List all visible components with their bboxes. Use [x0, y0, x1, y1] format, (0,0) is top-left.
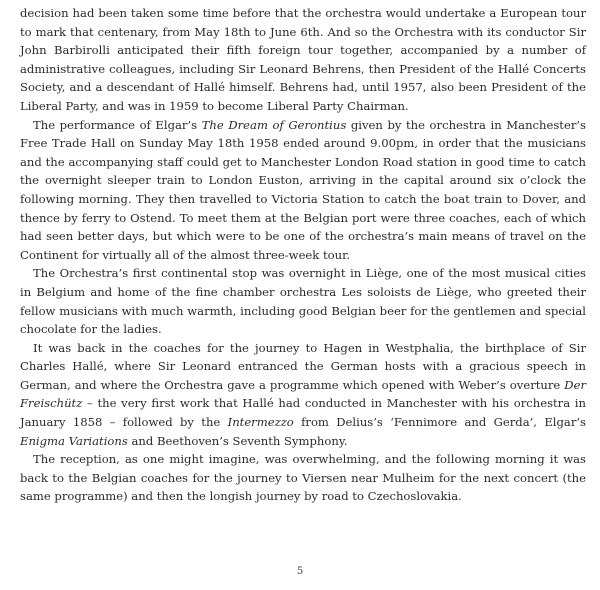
paragraph-text: given by the orchestra in Manchester’s Free Trade Hall on Sunday May 18th 1958 ended around 9.00pm, in order that the musicians and the accompanying staff could get to Manchester London Road station in good time to catch the overnight sleeper train to London Euston, arriving in the capital around six o’clock the following morning. They then travelled to Victoria Station to catch the boat train to Dover, and thence by ferry to Ostend. To meet them at the Belgian port were three coaches, each of which had seen better days, but which were to be one of the orchestra’s main means of travel on the Continent for virtually all of the almost three-week tour. — [20, 117, 587, 262]
paragraph-text: decision had been taken some time before that the orchestra would undertake a European tour to mark that centenary, from May 18th to June 6th. And so the Orchestra with its conductor Sir John Barbirolli anticipated their fifth foreign tour together, accompanied by a number of administrative colleagues, including Sir Leonard Behrens, then President of the Hallé Concerts Society, and a descendant of Hallé himself. Behrens had, until 1957, also been President of the Liberal Party, and was in 1959 to become Liberal Party Chairman. — [20, 6, 586, 113]
paragraph-text: from Delius’s ‘Fennimore and Gerda’, Elgar’s — [293, 415, 587, 430]
paragraph-text: and Beethoven’s Seventh Symphony. — [127, 433, 348, 448]
paragraph-text: It was back in the coaches for the journey to Hagen in Westphalia, the birthplace of Sir Charles Hallé, where Sir Leonard entranced the German hosts with a gracious speech in German, and where the Orchestra gave a programme which opened with Weber’s overture — [20, 340, 586, 392]
paragraph-text: – the very first work that Hallé had conducted in Manchester with his orchestra in January 1858 – followed by the — [20, 396, 586, 430]
paragraph-1 — [20, 4, 586, 116]
work-title-gerontius: The Dream of Gerontius — [201, 117, 347, 132]
book-page-body — [20, 4, 586, 506]
work-title-freischutz: Der Freischütz — [20, 377, 586, 411]
page-number: 5 — [296, 566, 304, 577]
paragraph-4 — [20, 339, 586, 451]
paragraph-text: The Orchestra’s first continental stop was overnight in Liège, one of the most musical cities in Belgium and home of the fine chamber orchestra Les soloists de Liège, who greeted their fellow musicians with much warmth, including good Belgian beer for the gentlemen and special chocolate for the ladies. — [20, 266, 586, 337]
paragraph-2 — [20, 116, 586, 265]
paragraph-text: The reception, as one might imagine, was overwhelming, and the following morning it was back to the Belgian coaches for the journey to Viersen near Mulheim for the next concert (the same programme) and then the longish journey by road to Czechoslovakia. — [20, 452, 586, 504]
work-title-enigma: Enigma Variations — [20, 433, 128, 448]
paragraph-5 — [20, 450, 586, 506]
paragraph-text: The performance of Elgar’s — [33, 117, 202, 132]
work-title-intermezzo: Intermezzo — [227, 415, 294, 430]
paragraph-3 — [20, 264, 586, 338]
